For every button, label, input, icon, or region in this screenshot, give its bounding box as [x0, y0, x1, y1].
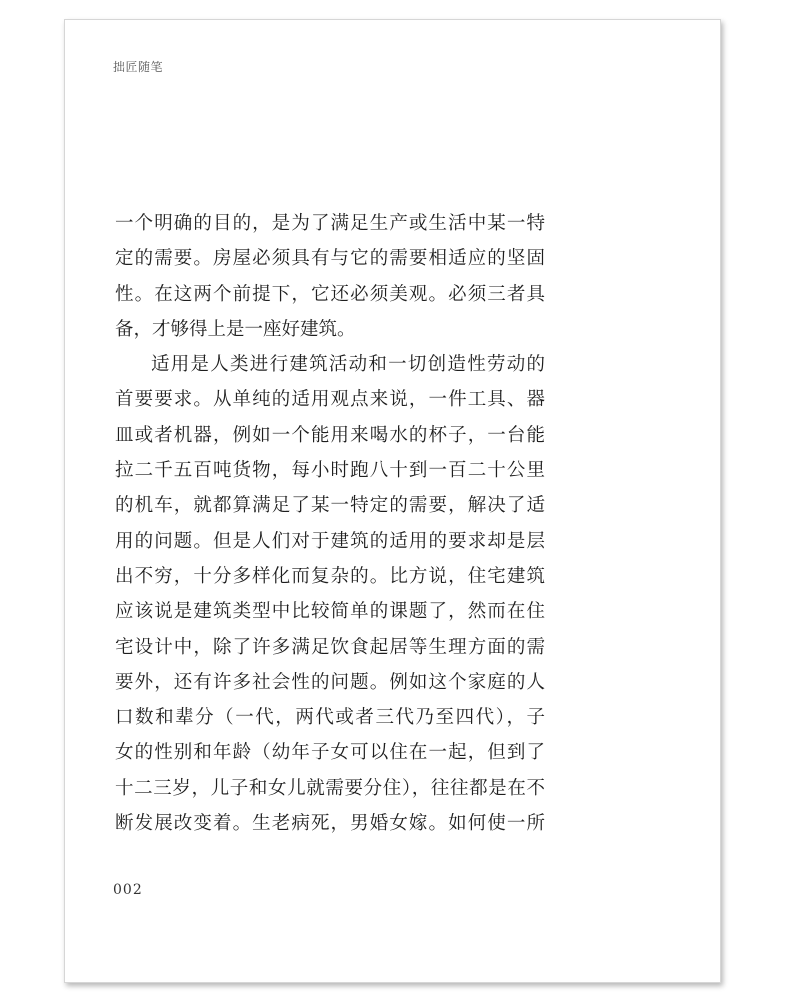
- text-line: 口数和辈分（一代，两代或者三代乃至四代），子: [115, 707, 545, 729]
- text-line: 应该说是建筑类型中比较简单的课题了，然而在住: [115, 601, 545, 623]
- running-header: 拙匠随笔: [113, 60, 164, 74]
- text-line: 首要要求。从单纯的适用观点来说，一件工具、器: [115, 389, 545, 411]
- text-line: 性。在这两个前提下，它还必须美观。必须三者具: [115, 283, 545, 305]
- text-line: 定的需要。房屋必须具有与它的需要相适应的坚固: [115, 248, 545, 270]
- text-line: 宅设计中，除了许多满足饮食起居等生理方面的需: [115, 636, 545, 658]
- text-line: 断发展改变着。生老病死，男婚女嫁。如何使一所: [115, 813, 545, 835]
- text-line: 要外，还有许多社会性的问题。例如这个家庭的人: [115, 671, 545, 693]
- text-line: 出不穷，十分多样化而复杂的。比方说，住宅建筑: [115, 565, 545, 587]
- text-line: 皿或者机器，例如一个能用来喝水的杯子，一台能: [115, 424, 545, 446]
- text-line: 的机车，就都算满足了某一特定的需要，解决了适: [115, 495, 545, 517]
- text-line: 十二三岁，儿子和女儿就需要分住），往往都是在不: [115, 777, 545, 799]
- page-number: 002: [113, 882, 143, 898]
- text-line: 备，才够得上是一座好建筑。: [115, 318, 356, 340]
- text-line: 女的性别和年龄（幼年子女可以住在一起，但到了: [115, 742, 545, 764]
- text-line: 用的问题。但是人们对于建筑的适用的要求却是层: [115, 530, 545, 552]
- body-text: [115, 206, 545, 841]
- text-line: 拉二千五百吨货物，每小时跑八十到一百二十公里: [115, 460, 545, 482]
- paragraph-first-line: 适用是人类进行建筑活动和一切创造性劳动的: [151, 354, 545, 376]
- text-line: 一个明确的目的，是为了满足生产或生活中某一特: [115, 213, 545, 234]
